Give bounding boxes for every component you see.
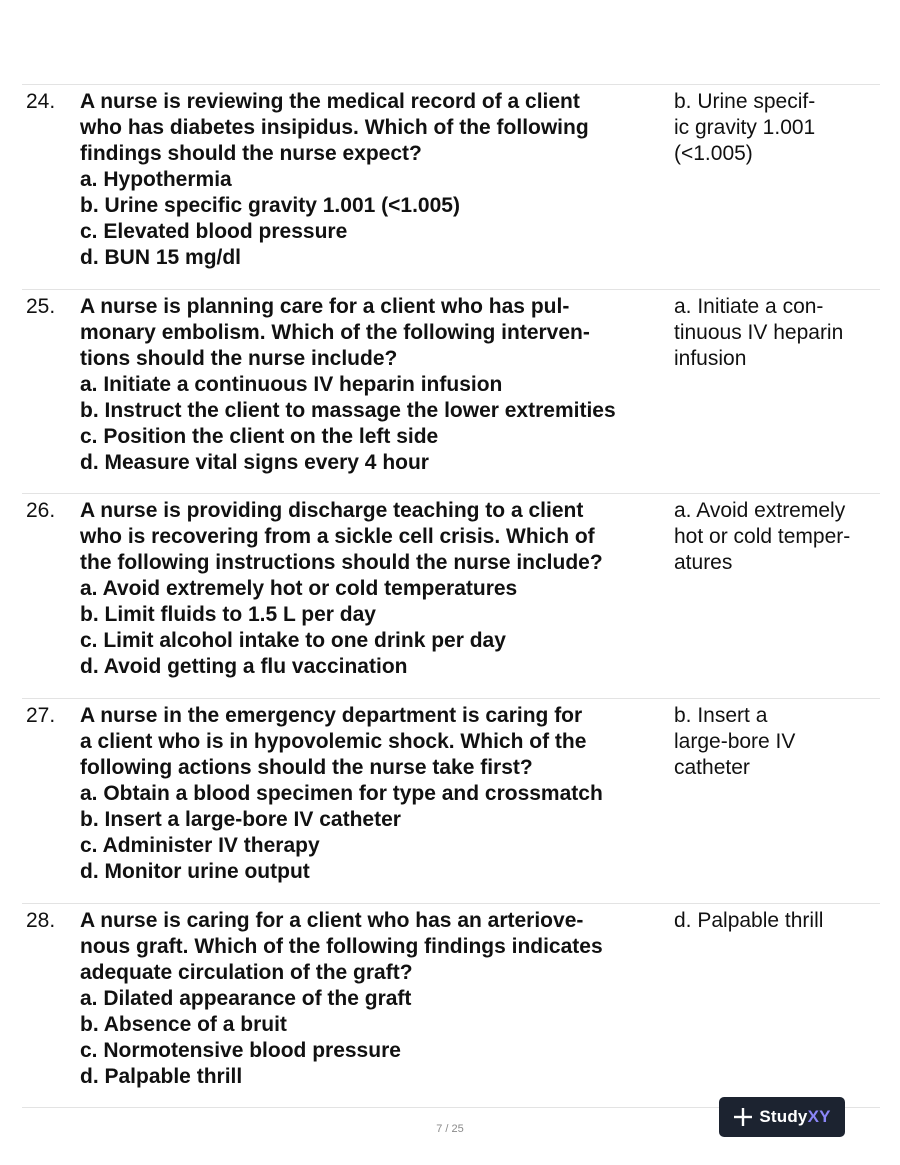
question-text: [80, 89, 672, 271]
option-d: d. Palpable thrill: [80, 1065, 243, 1088]
answer-text: [674, 908, 880, 934]
answer-text: [674, 703, 880, 781]
option-b: b. Urine specific gravity 1.001 (<1.005): [80, 194, 460, 217]
question-number: 24.: [26, 90, 56, 113]
question-line: who has diabetes insipidus. Which of the following: [80, 116, 589, 139]
answer-line: catheter: [674, 756, 750, 779]
question-line: A nurse is planning care for a client who has pul-: [80, 295, 570, 318]
answer-line: ic gravity 1.001: [674, 116, 816, 139]
answer-line: large-bore IV: [674, 730, 796, 753]
answer-line: a. Avoid extremely: [674, 499, 846, 522]
plus-icon: [733, 1107, 753, 1127]
question-number: 26.: [26, 499, 56, 522]
question-card: [22, 698, 880, 903]
question-card: [22, 903, 880, 1108]
answer-line: a. Initiate a con-: [674, 295, 824, 318]
flashcard-sheet: [22, 84, 880, 1108]
option-d: d. Avoid getting a flu vaccination: [80, 655, 408, 678]
question-line: adequate circulation of the graft?: [80, 961, 413, 984]
question-line: A nurse in the emergency department is caring for: [80, 704, 583, 727]
question-line: nous graft. Which of the following findings indicates: [80, 935, 603, 958]
brand-main: Study: [759, 1107, 808, 1126]
studyxy-logo[interactable]: [719, 1097, 845, 1137]
option-c: c. Position the client on the left side: [80, 425, 439, 448]
answer-line: hot or cold temper-: [674, 525, 851, 548]
question-line: a client who is in hypovolemic shock. Which of the: [80, 730, 587, 753]
option-b: b. Insert a large-bore IV catheter: [80, 808, 401, 831]
question-line: who is recovering from a sickle cell crisis. Which of: [80, 525, 595, 548]
answer-line: infusion: [674, 347, 747, 370]
question-text: [80, 703, 672, 885]
option-a: a. Obtain a blood specimen for type and crossmatch: [80, 782, 603, 805]
answer-text: [674, 294, 880, 372]
option-c: c. Administer IV therapy: [80, 834, 320, 857]
option-d: d. BUN 15 mg/dl: [80, 246, 242, 269]
question-number: 27.: [26, 704, 56, 727]
option-d: d. Monitor urine output: [80, 860, 310, 883]
option-c: c. Normotensive blood pressure: [80, 1039, 401, 1062]
page-indicator: 7 / 25: [436, 1123, 464, 1135]
question-card: [22, 289, 880, 493]
question-line: monary embolism. Which of the following interven-: [80, 321, 590, 344]
answer-line: b. Urine specif-: [674, 90, 816, 113]
answer-line: atures: [674, 551, 733, 574]
answer-line: (<1.005): [674, 142, 753, 165]
question-number: 28.: [26, 909, 56, 932]
answer-line: d. Palpable thrill: [674, 909, 824, 932]
question-line: A nurse is reviewing the medical record of a client: [80, 90, 580, 113]
question-number: 25.: [26, 295, 56, 318]
option-a: a. Hypothermia: [80, 168, 232, 191]
question-line: findings should the nurse expect?: [80, 142, 422, 165]
question-text: [80, 498, 672, 680]
brand-name: [759, 1107, 830, 1127]
question-line: tions should the nurse include?: [80, 347, 398, 370]
option-a: a. Initiate a continuous IV heparin infusion: [80, 373, 503, 396]
option-b: b. Absence of a bruit: [80, 1013, 287, 1036]
option-a: a. Dilated appearance of the graft: [80, 987, 412, 1010]
option-c: c. Limit alcohol intake to one drink per day: [80, 629, 506, 652]
question-text: [80, 908, 672, 1090]
question-card: [22, 493, 880, 698]
answer-line: b. Insert a: [674, 704, 768, 727]
question-line: A nurse is caring for a client who has an arteriove-: [80, 909, 584, 932]
option-b: b. Limit fluids to 1.5 L per day: [80, 603, 376, 626]
answer-text: [674, 89, 880, 167]
option-d: d. Measure vital signs every 4 hour: [80, 451, 429, 474]
brand-accent: XY: [807, 1107, 831, 1126]
answer-line: tinuous IV heparin: [674, 321, 844, 344]
option-b: b. Instruct the client to massage the lower extremities: [80, 399, 616, 422]
question-card: [22, 84, 880, 289]
question-line: following actions should the nurse take first?: [80, 756, 533, 779]
question-line: A nurse is providing discharge teaching to a client: [80, 499, 584, 522]
answer-text: [674, 498, 880, 576]
option-c: c. Elevated blood pressure: [80, 220, 348, 243]
question-line: the following instructions should the nurse include?: [80, 551, 603, 574]
option-a: a. Avoid extremely hot or cold temperatures: [80, 577, 518, 600]
question-text: [80, 294, 672, 476]
